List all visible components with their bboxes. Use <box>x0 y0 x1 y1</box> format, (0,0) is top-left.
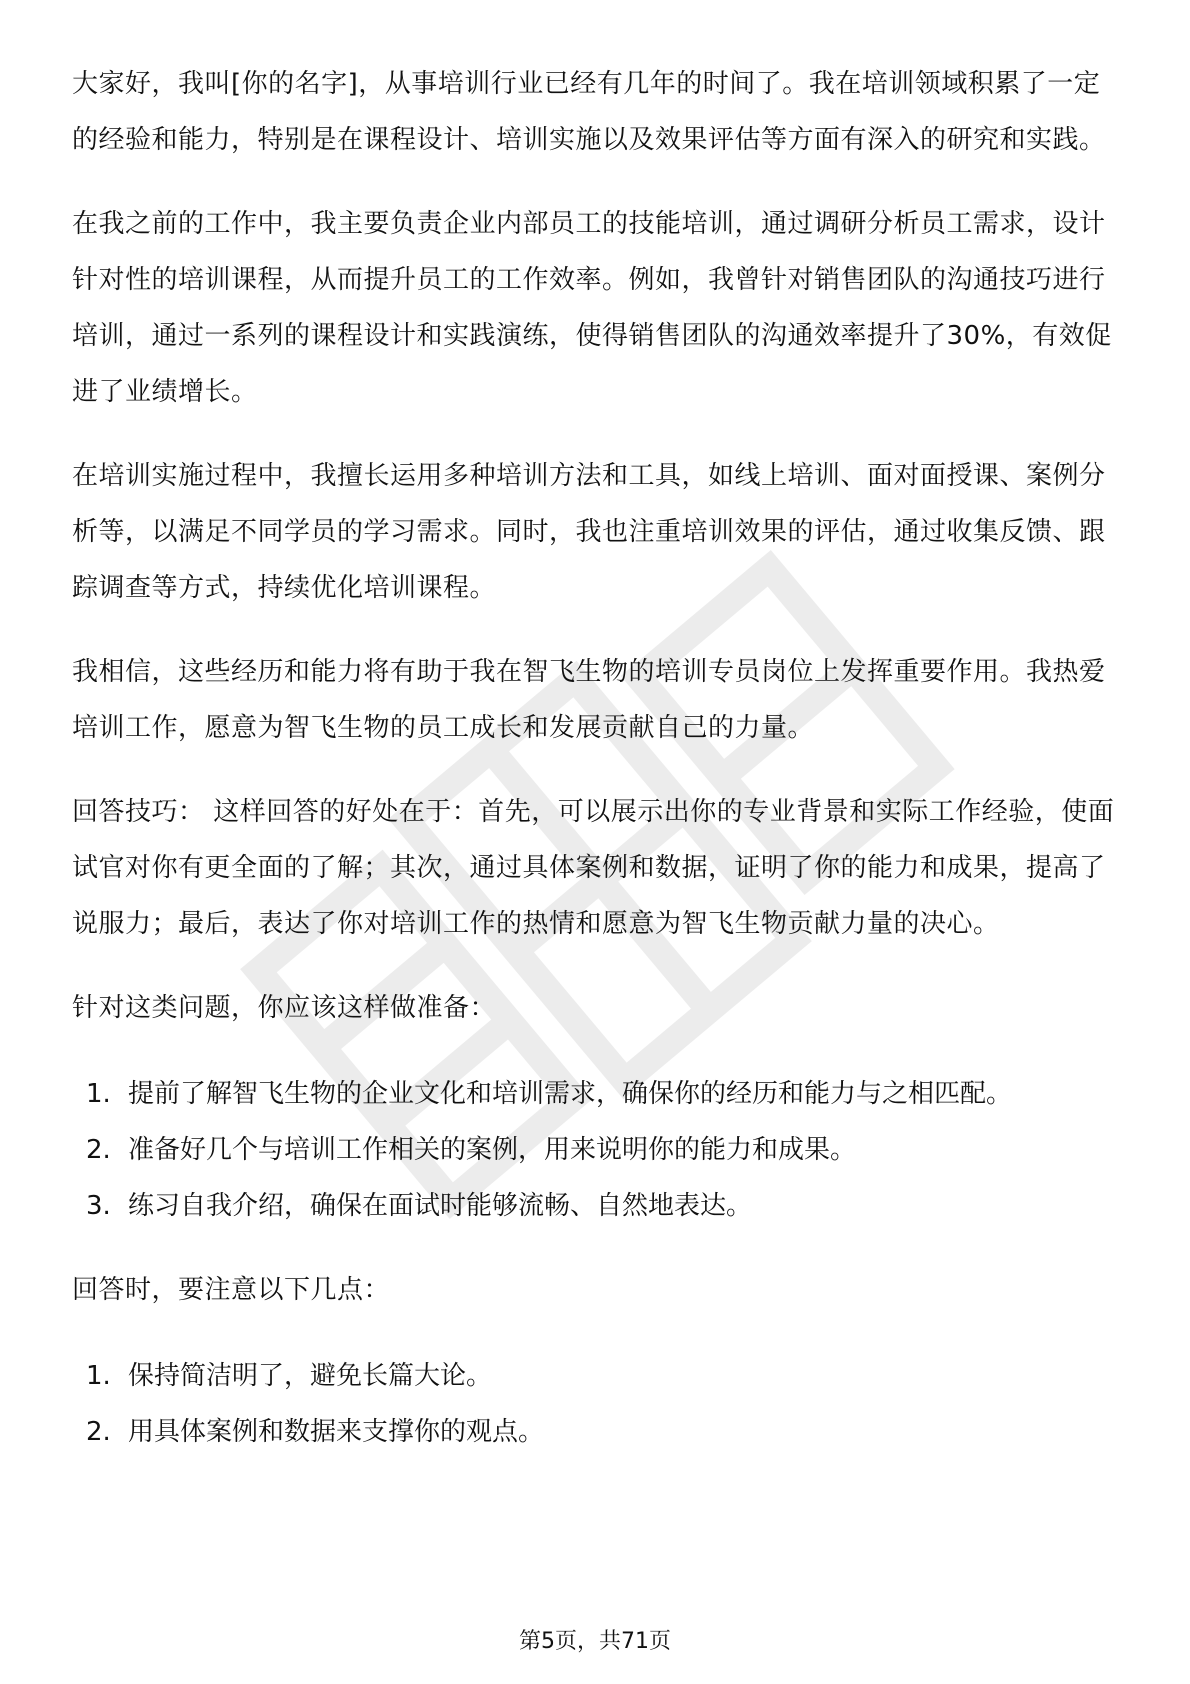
list-item-number: 3. <box>86 1191 111 1221</box>
prep-heading: 针对这类问题，你应该这样做准备： <box>72 993 497 1023</box>
list-item-text: 用具体案例和数据来支撑你的观点。 <box>128 1417 545 1447</box>
page-number-footer: 第5页，共71页 <box>519 1629 671 1654</box>
paragraph-methods: 在培训实施过程中，我擅长运用多种培训方法和工具，如线上培训、面对面授课、案例分析等，以满足不同学员的学习需求。同时，我也注重培训效果的评估，通过收集反馈、跟踪调查等方式，持续优化培训课程。 <box>72 461 1106 603</box>
paragraph-conclusion: 我相信，这些经历和能力将有助于我在智飞生物的培训专员岗位上发挥重要作用。我热爱培训工作，愿意为智飞生物的员工成长和发展贡献自己的力量。 <box>72 657 1106 743</box>
list-item <box>72 1404 1122 1460</box>
list-item-number: 1. <box>86 1361 111 1391</box>
list-item-text: 提前了解智飞生物的企业文化和培训需求，确保你的经历和能力与之相匹配。 <box>128 1079 1013 1109</box>
list-item-number: 2. <box>86 1417 111 1447</box>
prep-list <box>72 1066 1122 1234</box>
notes-list <box>72 1348 1122 1460</box>
paragraph-intro: 大家好，我叫[你的名字]，从事培训行业已经有几年的时间了。我在培训领域积累了一定的经验和能力，特别是在课程设计、培训实施以及效果评估等方面有深入的研究和实践。 <box>72 69 1106 155</box>
notes-heading: 回答时，要注意以下几点： <box>72 1275 391 1305</box>
list-item-text: 保持简洁明了，避免长篇大论。 <box>128 1361 493 1391</box>
list-item-text: 练习自我介绍，确保在面试时能够流畅、自然地表达。 <box>128 1191 753 1221</box>
paragraph-experience: 在我之前的工作中，我主要负责企业内部员工的技能培训，通过调研分析员工需求，设计针对性的培训课程，从而提升员工的工作效率。例如，我曾针对销售团队的沟通技巧进行培训，通过一系列的课程设计和实践演练，使得销售团队的沟通效率提升了30%，有效促进了业绩增长。 <box>72 209 1112 407</box>
list-item <box>72 1122 1122 1178</box>
list-item <box>72 1066 1122 1122</box>
paragraph-answer-tips: 回答技巧： 这样回答的好处在于：首先，可以展示出你的专业背景和实际工作经验，使面试官对你有更全面的了解；其次，通过具体案例和数据，证明了你的能力和成果，提高了说服力；最后，表达了你对培训工作的热情和愿意为智飞生物贡献力量的决心。 <box>72 797 1115 939</box>
list-item <box>72 1178 1122 1234</box>
list-item <box>72 1348 1122 1404</box>
list-item-number: 1. <box>86 1079 111 1109</box>
list-item-number: 2. <box>86 1135 111 1165</box>
list-item-text: 准备好几个与培训工作相关的案例，用来说明你的能力和成果。 <box>128 1135 857 1165</box>
document-body <box>72 56 1122 1488</box>
